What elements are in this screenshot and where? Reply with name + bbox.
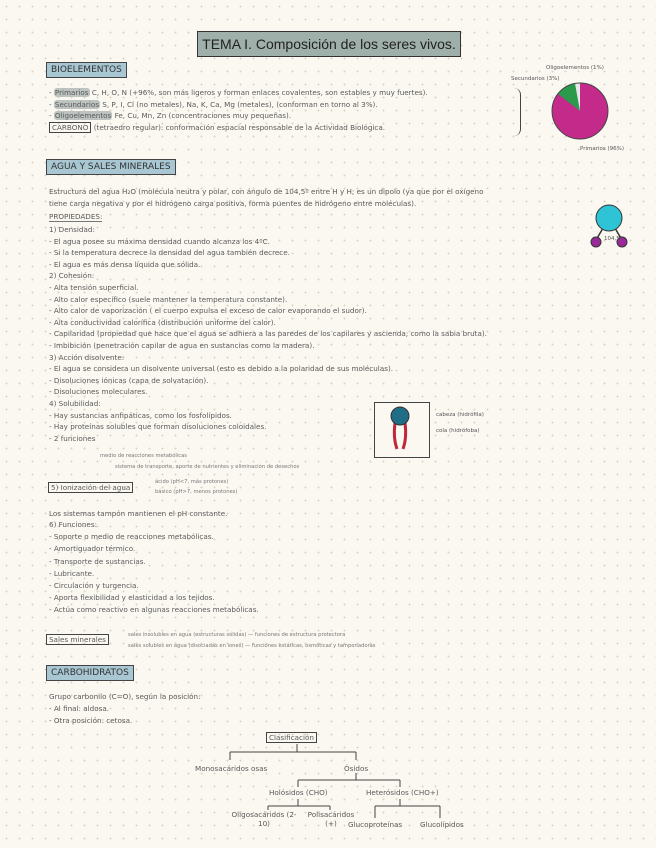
- property-line: - Disoluciones moleculares.: [49, 387, 148, 397]
- bioelemento-term: Primarios: [54, 88, 89, 97]
- tree-l1-monosacaridos: Monosacáridos osas: [195, 764, 268, 773]
- property-line: - Hay proteínas solubles que forman disoluciones coloidales.: [49, 422, 267, 432]
- ionizacion-acido: ácido (pH<7, más protones): [155, 479, 229, 485]
- tree-l1-osidos: Ósidos: [344, 764, 369, 773]
- property-line: - Alto calor específico (suele mantener la temperatura constante).: [49, 294, 288, 304]
- funciones-note-1: medio de reacciones metabólicas: [100, 453, 188, 459]
- tree-l3-glucolipidos: Glucolípidos: [420, 820, 464, 829]
- funcion-line: - Soporte o medio de reacciones metabólicas.: [49, 532, 214, 542]
- property-line: - Alta tensión superficial.: [49, 283, 139, 292]
- bioelemento-desc: (tetraedro regular): conformación espacial responsable de la Actividad Biológica.: [91, 122, 386, 132]
- bioelemento-line: [49, 88, 428, 97]
- funcion-line: - Aporta flexibilidad y elasticidad a los tejidos.: [49, 593, 215, 603]
- pie-label-primarios: Primarios (96%): [580, 146, 625, 152]
- property-line: 3) Acción disolvente:: [49, 352, 125, 362]
- carbohidrato-line: - Al final: aldosa.: [49, 704, 110, 713]
- property-line: - Capilaridad (propiedad que hace que el agua se adhiera a las paredes de los capilares y ascienda; como la sabia bruta).: [49, 329, 487, 339]
- funcion-line: - Transporte de sustancias.: [49, 556, 146, 566]
- property-line: - Hay sustancias anfipáticas, como los fosfolípidos.: [49, 410, 232, 420]
- property-line: 1) Densidad:: [49, 225, 95, 234]
- bioelemento-desc: C, H, O, N (+96%, son más ligeros y forman enlaces covalentes, son estables y muy fuertes).: [89, 88, 428, 97]
- section-header-carbohidratos: CARBOHIDRATOS: [46, 665, 134, 681]
- property-line: - Disoluciones iónicas (capa de solvatación).: [49, 375, 209, 385]
- property-line: - El agua posee su máxima densidad cuando alcanza los 4ºC.: [49, 236, 270, 246]
- property-line: - 2 funciones: [49, 433, 96, 443]
- agua-intro-1: Estructura del agua H₂O (molécula neutra y polar, con ángulo de 104,5º entre H y H; es un dipolo (ya que por el oxígeno: [49, 187, 484, 196]
- pie-label-secundarios: Secundarios (3%): [511, 76, 560, 82]
- tree-l2-holosidos: Holósidos (CHO): [269, 788, 328, 797]
- bullet: -: [49, 88, 54, 97]
- pie-label-oligo: Oligoelementos (1%): [546, 65, 604, 71]
- phospholipid-icon: [374, 402, 430, 458]
- property-line: - El agua se considera un disolvente universal (esto es debido a la polaridad de sus moléculas).: [49, 364, 394, 374]
- property-line: - Imbibición (penetración capilar de agua en sustancias como la madera).: [49, 341, 315, 350]
- carbono-term: CARBONO: [49, 122, 91, 133]
- carbohidrato-line: - Otra posición: cetosa.: [49, 716, 133, 725]
- carbohidrato-line: Grupo carbonilo (C=O), según la posición:: [49, 692, 201, 701]
- tree-l3-oligosacaridos: Oligosacáridos (2-10): [231, 810, 297, 828]
- agua-intro-2: tiene carga negativa y por el hidrógeno carga positiva, forma puentes de hidrógeno entre moléculas).: [49, 199, 417, 208]
- water-molecule-icon: [584, 200, 634, 260]
- property-line: 2) Cohesión:: [49, 271, 95, 281]
- bioelemento-desc: Fe, Cu, Mn, Zn (concentraciones muy pequeñas).: [112, 111, 292, 120]
- propiedades-label: PROPIEDADES:: [49, 212, 103, 221]
- brace: [514, 88, 521, 136]
- bullet: -: [49, 99, 54, 109]
- funcion-line: - Circulación y turgencia.: [49, 581, 139, 590]
- tree-root: Clasificación: [266, 732, 317, 743]
- sales-note-1: sales insolubles en agua (estructuras sólidas) — funciones de estructura protectora: [128, 632, 346, 638]
- tampon-line: Los sistemas tampón mantienen el pH constante.: [49, 509, 228, 518]
- lipid-tail-label: cola (hidrófoba): [436, 428, 480, 434]
- tree-l3-polisacaridos: Polisacáridos (+): [307, 810, 355, 828]
- bioelemento-line: [49, 123, 385, 132]
- bioelemento-term: Secundarios: [54, 99, 99, 109]
- funcion-line: - Amortiguador térmico.: [49, 544, 136, 554]
- funciones-note-2: sistema de transporte, aporte de nutrientes y eliminación de desechos: [115, 464, 300, 470]
- property-line: - Si la temperatura decrece la densidad del agua también decrece.: [49, 248, 290, 258]
- bioelemento-term: Oligoelementos: [54, 111, 112, 120]
- page-title: TEMA I. Composición de los seres vivos.: [197, 31, 461, 57]
- property-line: - El agua es más densa líquida que sólida.: [49, 259, 201, 269]
- bioelemento-desc: S, P, I, Cl (no metales), Na, K, Ca, Mg (metales), (conforman en torno al 3%).: [100, 99, 378, 109]
- property-line: - Alta conductividad calorífica (distribución uniforme del calor).: [49, 317, 276, 327]
- funcion-line: 6) Funciones:: [49, 520, 98, 529]
- sales-label: Sales minerales: [46, 634, 109, 645]
- bullet: -: [49, 111, 54, 120]
- lipid-head-label: cabeza (hidrófila): [436, 412, 484, 418]
- tree-l2-heterosidos: Heterósidos (CHO+): [366, 788, 439, 797]
- bioelemento-line: [49, 100, 378, 109]
- property-line: 4) Solubilidad:: [49, 399, 101, 408]
- section-header-bioelementos: BIOELEMENTOS: [46, 62, 127, 78]
- ionizacion-label: 5) Ionización del agua: [48, 482, 133, 493]
- tree-l3-glucoproteinas: Glucoproteínas: [348, 820, 403, 829]
- property-line: - Alto calor de vaporización ( el cuerpo expulsa el exceso de calor evaporando el sudor).: [49, 306, 367, 316]
- sales-note-2: sales solubles en agua (disociadas en iones) — funciones estáticas, osmóticas y tamponadoras: [128, 643, 376, 649]
- funcion-line: - Actúa como reactivo en algunas reacciones metabólicas.: [49, 605, 259, 615]
- ionizacion-basico: básico (pH>7, menos protones): [155, 489, 238, 495]
- pie-chart: [540, 76, 620, 146]
- bioelemento-line: [49, 111, 291, 120]
- funcion-line: - Lubricante.: [49, 568, 95, 578]
- section-header-agua: AGUA Y SALES MINERALES: [46, 159, 176, 175]
- molecule-angle-label: 104,5º: [604, 236, 623, 242]
